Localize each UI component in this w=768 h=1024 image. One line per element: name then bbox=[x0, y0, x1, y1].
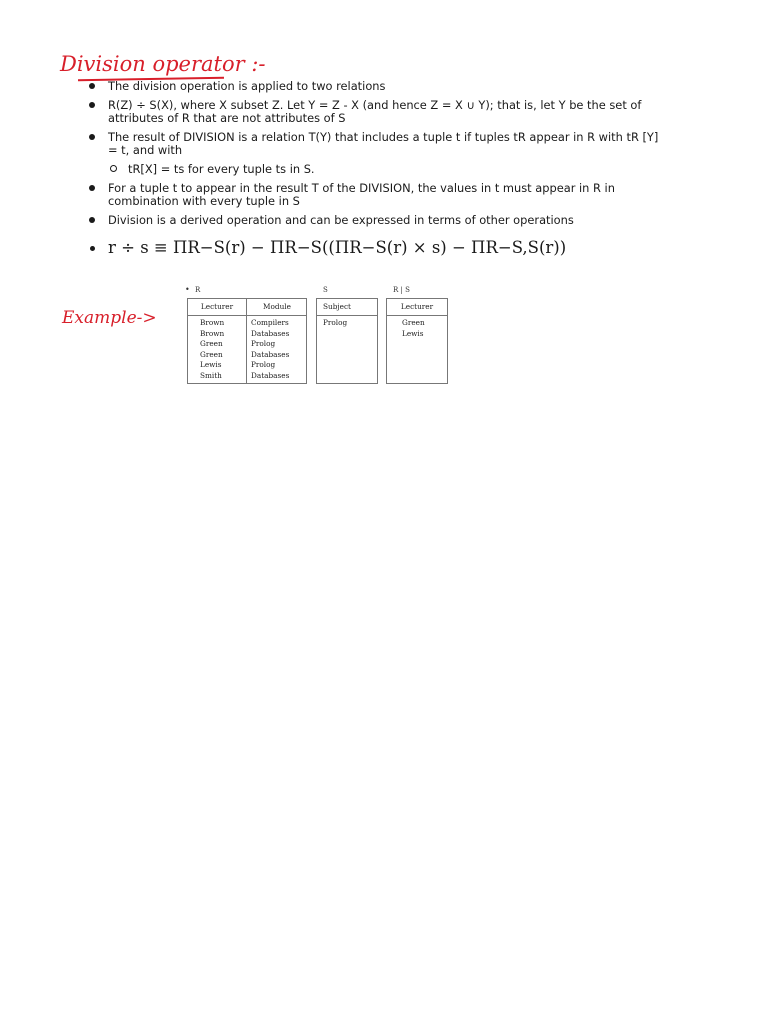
table-r bbox=[187, 298, 307, 384]
table-r-div-s bbox=[386, 298, 448, 384]
table-rdivs-column-lecturer bbox=[387, 299, 447, 383]
table-cell: Lewis bbox=[200, 360, 222, 369]
table-r-column-lecturer bbox=[188, 299, 246, 383]
table-cell: Prolog bbox=[251, 360, 276, 369]
table-s-column-subject bbox=[317, 299, 377, 383]
table-cell: Prolog bbox=[323, 318, 348, 327]
division-formula bbox=[88, 238, 566, 257]
table-cell: Brown bbox=[200, 318, 225, 327]
table-cell: Lewis bbox=[402, 328, 424, 338]
table-cell: Databases bbox=[251, 349, 290, 359]
table-cell: Green bbox=[200, 349, 223, 359]
table-cell: Green bbox=[200, 339, 223, 348]
column-header: Lecturer bbox=[188, 299, 246, 316]
column-header: Subject bbox=[317, 299, 377, 316]
column-header: Module bbox=[247, 299, 307, 316]
table-cell: Smith bbox=[200, 370, 222, 380]
table-rdivs-caption: R | S bbox=[393, 286, 410, 294]
table-cell: Prolog bbox=[251, 339, 276, 348]
table-cell: Compilers bbox=[251, 318, 289, 327]
handwritten-example-label: Example-> bbox=[62, 308, 157, 328]
handwritten-heading: Division operator :- bbox=[60, 52, 266, 76]
table-cell: Brown bbox=[200, 328, 225, 338]
bullet-item: The result of DIVISION is a relation T(Y) that includes a tuple t if tuples tR appear in R with tR [Y] = t, and with bbox=[88, 131, 668, 157]
column-header: Lecturer bbox=[387, 299, 447, 316]
table-s bbox=[316, 298, 378, 384]
table-s-caption: S bbox=[323, 286, 328, 294]
bullet-item: The division operation is applied to two relations bbox=[88, 80, 668, 93]
table-cell: Green bbox=[402, 318, 425, 327]
bullet-item: Division is a derived operation and can be expressed in terms of other operations bbox=[88, 214, 668, 227]
formula-text: r ÷ s ≡ ΠR−S(r) − ΠR−S((ΠR−S(r) × s) − ΠR−S,S(r)) bbox=[108, 238, 567, 257]
bullet-item: R(Z) ÷ S(X), where X subset Z. Let Y = Z - X (and hence Z = X ∪ Y); that is, let Y be the set of attributes of R that are not attributes of S bbox=[88, 99, 668, 125]
bullet-item: For a tuple t to appear in the result T of the DIVISION, the values in t must appear in R in combination with every tuple in S bbox=[88, 182, 668, 208]
sub-bullet-item: tR[X] = ts for every tuple ts in S. bbox=[88, 163, 668, 176]
table-cell: Databases bbox=[251, 370, 290, 380]
table-r-caption: • R bbox=[195, 286, 200, 294]
table-cell: Databases bbox=[251, 328, 290, 338]
bullet-list bbox=[88, 80, 668, 233]
table-r-column-module bbox=[246, 299, 307, 383]
